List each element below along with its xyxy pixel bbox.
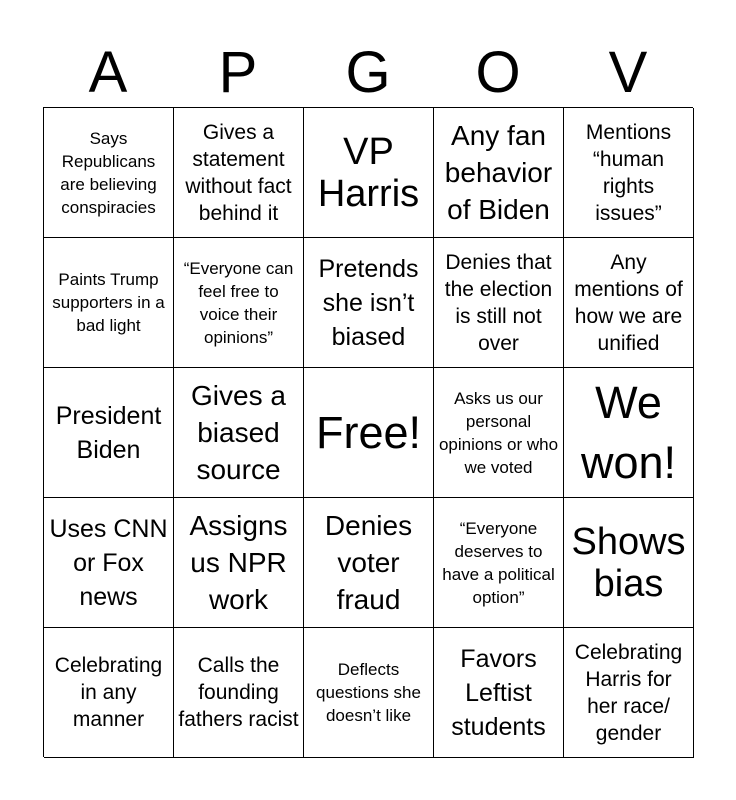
- bingo-cell-r5c3[interactable]: [304, 628, 434, 758]
- bingo-cell-r1c1[interactable]: [44, 108, 174, 238]
- cell-text: VP Harris: [317, 130, 420, 215]
- cell-text: President Biden: [55, 401, 162, 464]
- cell-text: Denies voter fraud: [324, 510, 413, 615]
- bingo-cell-r4c5[interactable]: [564, 498, 694, 628]
- cell-text: Denies that the election is still not over: [444, 250, 553, 355]
- bingo-cell-r4c1[interactable]: [44, 498, 174, 628]
- header-letter-v: V: [608, 40, 648, 105]
- bingo-cell-r3c5[interactable]: [564, 368, 694, 498]
- free-space: Free!: [315, 406, 422, 458]
- bingo-cell-r4c2[interactable]: [174, 498, 304, 628]
- cell-text: Mentions “human rights issues”: [585, 120, 672, 225]
- bingo-cell-r3c4[interactable]: [434, 368, 564, 498]
- cell-text: Asks us our personal opinions or who we voted: [438, 388, 559, 477]
- bingo-grid: [43, 107, 693, 757]
- bingo-cell-r3c2[interactable]: [174, 368, 304, 498]
- cell-text: Uses CNN or Fox news: [49, 514, 168, 611]
- header-letter-o: O: [475, 40, 521, 105]
- cell-text: Calls the founding fathers racist: [178, 654, 299, 731]
- cell-text: “Everyone can feel free to voice their opinions”: [183, 258, 294, 347]
- bingo-cell-r5c4[interactable]: [434, 628, 564, 758]
- header-letter-p: P: [218, 40, 258, 105]
- bingo-cell-r2c5[interactable]: [564, 238, 694, 368]
- cell-text: “Everyone deserves to have a political option”: [442, 518, 555, 607]
- bingo-cell-r3c1[interactable]: [44, 368, 174, 498]
- cell-text: Shows bias: [571, 520, 686, 605]
- bingo-cell-r2c2[interactable]: [174, 238, 304, 368]
- cell-text: Any mentions of how we are unified: [574, 250, 683, 355]
- bingo-cell-r4c4[interactable]: [434, 498, 564, 628]
- cell-text: Celebrating Harris for her race/ gender: [574, 640, 683, 745]
- cell-text: Gives a biased source: [191, 380, 286, 485]
- bingo-cell-r1c2[interactable]: [174, 108, 304, 238]
- bingo-cell-r1c5[interactable]: [564, 108, 694, 238]
- bingo-cell-r3c3[interactable]: [304, 368, 434, 498]
- bingo-cell-r4c3[interactable]: [304, 498, 434, 628]
- bingo-cell-r5c5[interactable]: [564, 628, 694, 758]
- bingo-cell-r1c4[interactable]: [434, 108, 564, 238]
- bingo-cell-r5c1[interactable]: [44, 628, 174, 758]
- cell-text: Paints Trump supporters in a bad light: [52, 270, 165, 335]
- bingo-cell-r2c4[interactable]: [434, 238, 564, 368]
- cell-text: Deflects questions she doesn’t like: [316, 660, 421, 725]
- bingo-cell-r2c1[interactable]: [44, 238, 174, 368]
- cell-text: Pretends she isn’t biased: [318, 254, 419, 351]
- cell-text: Any fan behavior of Biden: [444, 120, 553, 225]
- cell-text: Favors Leftist students: [451, 644, 546, 741]
- cell-text: Gives a statement without fact behind it: [185, 120, 292, 225]
- cell-text: Celebrating in any manner: [54, 654, 163, 731]
- bingo-header: [43, 38, 693, 108]
- cell-text: We won!: [580, 376, 677, 488]
- bingo-cell-r1c3[interactable]: [304, 108, 434, 238]
- header-letter-a: A: [88, 40, 128, 105]
- header-letter-g: G: [345, 40, 391, 105]
- bingo-cell-r5c2[interactable]: [174, 628, 304, 758]
- cell-text: Says Republicans are believing conspiracies: [60, 128, 157, 217]
- cell-text: Assigns us NPR work: [189, 510, 288, 615]
- bingo-cell-r2c3[interactable]: [304, 238, 434, 368]
